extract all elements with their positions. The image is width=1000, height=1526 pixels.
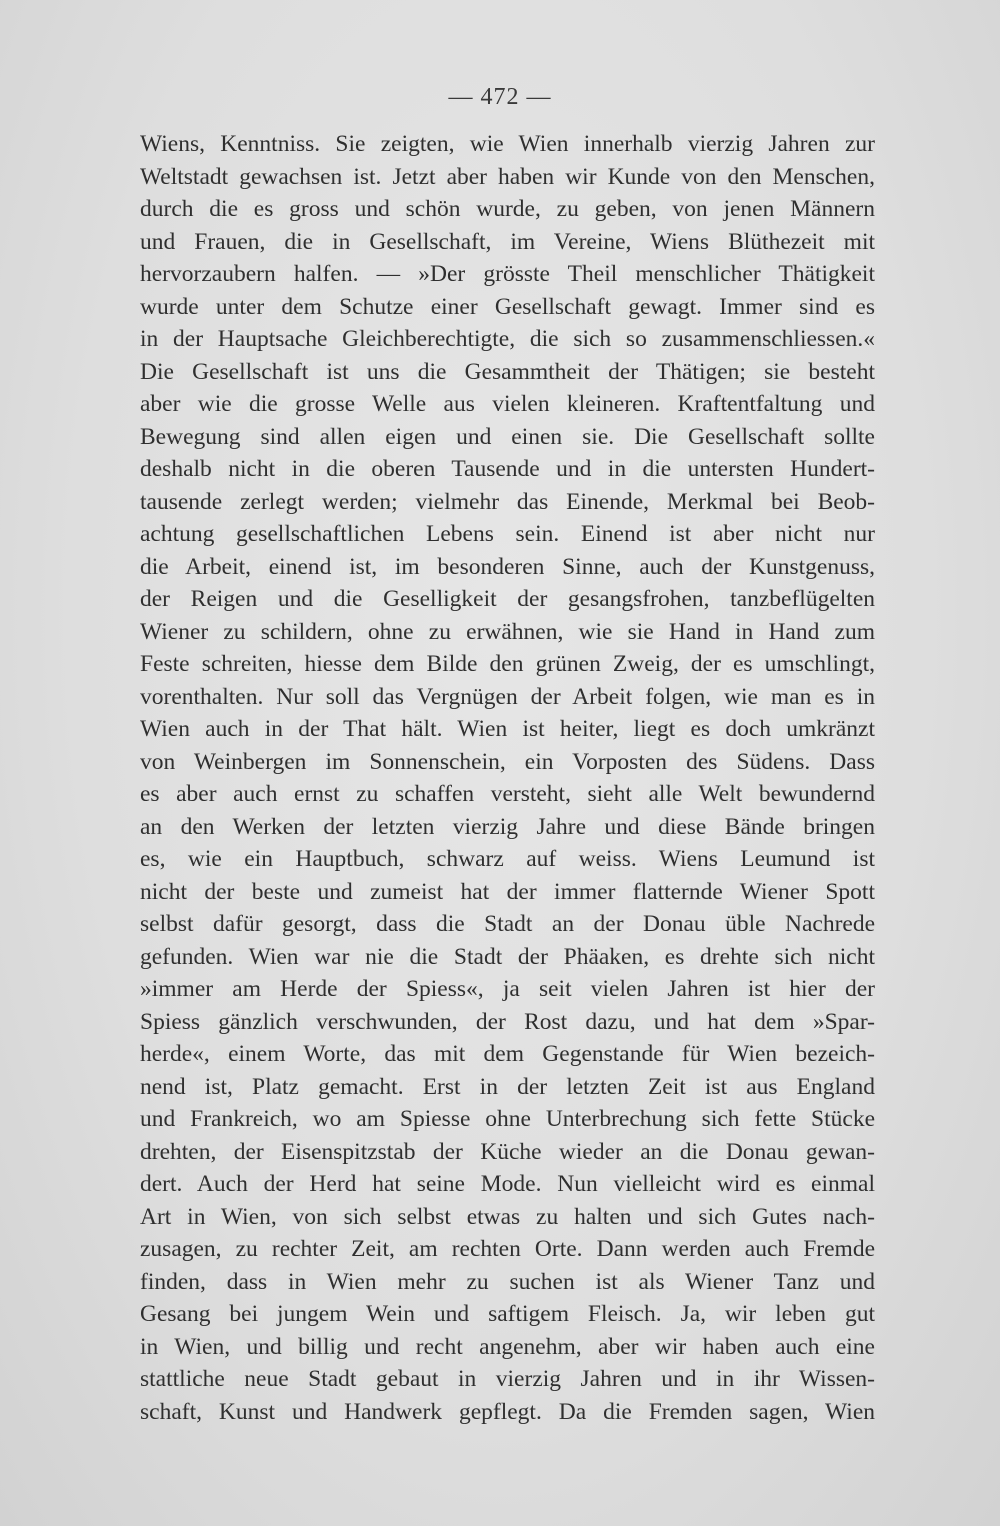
text-line: zusagen, zu rechter Zeit, am rechten Orte. Dann werden auch Fremde [140,1236,875,1262]
text-line: aber wie die grosse Welle aus vielen kleineren. Kraftentfaltung und [140,391,875,417]
text-line: selbst dafür gesorgt, dass die Stadt an der Donau üble Nachrede [140,911,875,937]
text-line: Gesang bei jungem Wein und saftigem Fleisch. Ja, wir leben gut [140,1301,875,1327]
text-line: und Frankreich, wo am Spiesse ohne Unterbrechung sich fette Stücke [140,1106,875,1132]
text-line: dert. Auch der Herd hat seine Mode. Nun vielleicht wird es einmal [140,1171,875,1197]
text-line: die Arbeit, einend ist, im besonderen Sinne, auch der Kunstgenuss, [140,553,875,580]
text-line: der Reigen und die Geselligkeit der gesangsfrohen, tanzbeflügelten [140,586,875,612]
text-line: und Frauen, die in Gesellschaft, im Vereine, Wiens Blüthezeit mit [140,228,875,255]
text-line: herde«, einem Worte, das mit dem Gegenstande für Wien bezeich- [140,1041,875,1067]
text-line: an den Werken der letzten vierzig Jahre und diese Bände bringen [140,813,875,840]
text-line: wurde unter dem Schutze einer Gesellschaft gewagt. Immer sind es [140,293,875,320]
text-line: Bewegung sind allen eigen und einen sie. Die Gesellschaft sollte [140,423,875,450]
text-line: achtung gesellschaftlichen Lebens sein. Einend ist aber nicht nur [140,521,875,547]
text-line: durch die es gross und schön wurde, zu geben, von jenen Männern [140,196,875,222]
text-line: Wiens, Kenntniss. Sie zeigten, wie Wien innerhalb vierzig Jahren zur [140,131,875,157]
text-line: Weltstadt gewachsen ist. Jetzt aber haben wir Kunde von den Menschen, [140,163,875,190]
text-line: Feste schreiten, hiesse dem Bilde den grünen Zweig, der es umschlingt, [140,651,875,677]
text-line: Spiess gänzlich verschwunden, der Rost dazu, und hat dem »Spar- [140,1008,875,1035]
text-line: es, wie ein Hauptbuch, schwarz auf weiss. Wiens Leumund ist [140,846,875,872]
text-line: nicht der beste und zumeist hat der immer flatternde Wiener Spott [140,878,875,905]
text-line: von Weinbergen im Sonnenschein, ein Vorposten des Südens. Dass [140,748,875,775]
text-line: »immer am Herde der Spiess«, ja seit vielen Jahren ist hier der [140,976,875,1002]
text-line: drehten, der Eisenspitzstab der Küche wieder an die Donau gewan- [140,1138,875,1165]
text-line: stattliche neue Stadt gebaut in vierzig Jahren und in ihr Wissen- [140,1366,875,1392]
text-line: finden, dass in Wien mehr zu suchen ist als Wiener Tanz und [140,1268,875,1295]
text-line: Art in Wien, von sich selbst etwas zu halten und sich Gutes nach- [140,1203,875,1230]
text-line: in der Hauptsache Gleichberechtigte, die sich so zusammenschliessen.« [140,326,875,352]
page-number: — 472 — [448,84,552,110]
text-line: in Wien, und billig und recht angenehm, aber wir haben auch eine [140,1333,875,1360]
text-line: schaft, Kunst und Handwerk gepflegt. Da die Fremden sagen, Wien [140,1398,875,1425]
text-line: Die Gesellschaft ist uns die Gesammtheit der Thätigen; sie besteht [140,358,875,385]
text-line: hervorzaubern halfen. — »Der grösste Theil menschlicher Thätigkeit [140,261,875,287]
text-line: tausende zerlegt werden; vielmehr das Einende, Merkmal bei Beob- [140,488,875,515]
text-line: Wien auch in der That hält. Wien ist heiter, liegt es doch umkränzt [140,716,875,742]
text-line: Wiener zu schildern, ohne zu erwähnen, wie sie Hand in Hand zum [140,618,875,645]
text-line: gefunden. Wien war nie die Stadt der Phäaken, es drehte sich nicht [140,943,875,970]
text-line: es aber auch ernst zu schaffen versteht, sieht alle Welt bewundernd [140,781,875,807]
text-line: deshalb nicht in die oberen Tausende und in die untersten Hundert- [140,456,875,482]
text-line: nend ist, Platz gemacht. Erst in der letzten Zeit ist aus England [140,1073,875,1100]
text-line: vorenthalten. Nur soll das Vergnügen der Arbeit folgen, wie man es in [140,683,875,710]
body-text [140,128,875,1428]
